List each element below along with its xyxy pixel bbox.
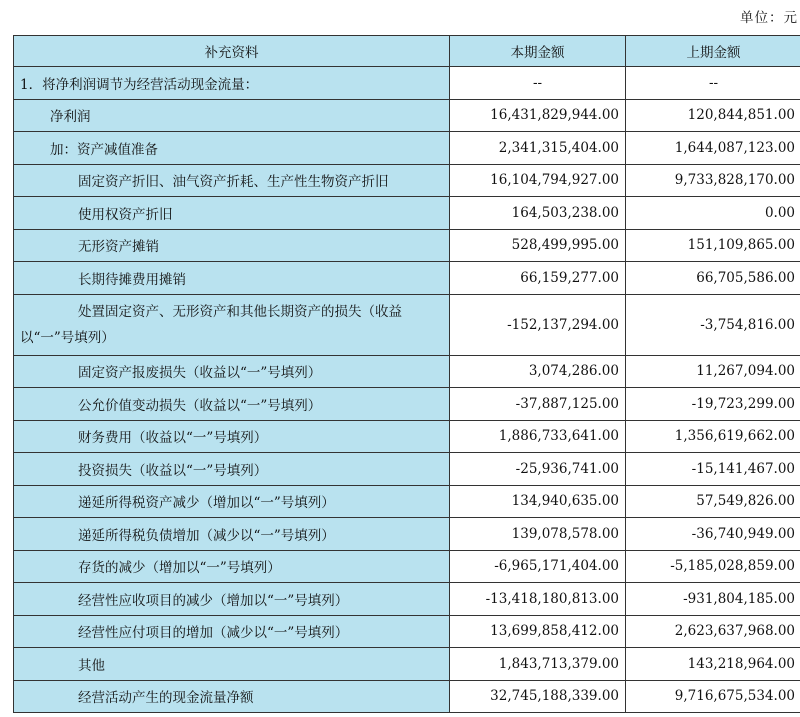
table-row: [14, 485, 800, 518]
prior-amount: -5,185,028,859.00: [626, 550, 800, 583]
row-label: 递延所得税资产减少（增加以“一”号填列）: [14, 485, 450, 518]
prior-amount: 120,844,851.00: [626, 99, 800, 132]
row-label: 投资损失（收益以“一”号填列）: [14, 453, 450, 486]
table-row: [14, 229, 800, 262]
prior-amount: 1,356,619,662.00: [626, 420, 800, 453]
row-label: 公允价值变动损失（收益以“一”号填列）: [14, 388, 450, 421]
row-label: 处置固定资产、无形资产和其他长期资产的损失（收益以“一”号填列）: [14, 294, 450, 355]
prior-amount: 143,218,964.00: [626, 648, 800, 681]
current-amount: 2,341,315,404.00: [450, 132, 626, 165]
prior-amount: -931,804,185.00: [626, 583, 800, 616]
row-label: 经营性应付项目的增加（减少以“一”号填列）: [14, 615, 450, 648]
prior-amount: 57,549,826.00: [626, 485, 800, 518]
current-amount: 16,104,794,927.00: [450, 164, 626, 197]
current-amount: 134,940,635.00: [450, 485, 626, 518]
table-row: [14, 518, 800, 551]
table-row: [14, 550, 800, 583]
current-amount: 3,074,286.00: [450, 355, 626, 388]
table-row: [14, 132, 800, 165]
table-row: [14, 164, 800, 197]
table-row: [14, 453, 800, 486]
table-row: [14, 197, 800, 230]
table-row: [14, 262, 800, 295]
table-row: [14, 99, 800, 132]
table-header-row: [14, 36, 800, 67]
header-prior-period: 上期金额: [626, 36, 800, 67]
prior-amount: 66,705,586.00: [626, 262, 800, 295]
current-amount: 139,078,578.00: [450, 518, 626, 551]
prior-amount: 9,716,675,534.00: [626, 680, 800, 713]
table-row: [14, 680, 800, 713]
cash-flow-supplement-table: [13, 35, 800, 713]
table-row: [14, 355, 800, 388]
table-row: [14, 615, 800, 648]
row-label: 固定资产报废损失（收益以“一”号填列）: [14, 355, 450, 388]
row-label: 固定资产折旧、油气资产折耗、生产性生物资产折旧: [14, 164, 450, 197]
prior-amount: 2,623,637,968.00: [626, 615, 800, 648]
header-current-period: 本期金额: [450, 36, 626, 67]
row-label: 无形资产摊销: [14, 229, 450, 262]
table-row: [14, 420, 800, 453]
current-amount: --: [450, 67, 626, 100]
current-amount: 164,503,238.00: [450, 197, 626, 230]
prior-amount: 151,109,865.00: [626, 229, 800, 262]
current-amount: -152,137,294.00: [450, 294, 626, 355]
row-label: 净利润: [14, 99, 450, 132]
row-label: 经营性应收项目的减少（增加以“一”号填列）: [14, 583, 450, 616]
current-amount: 16,431,829,944.00: [450, 99, 626, 132]
row-label: 财务费用（收益以“一”号填列）: [14, 420, 450, 453]
prior-amount: --: [626, 67, 800, 100]
current-amount: 13,699,858,412.00: [450, 615, 626, 648]
prior-amount: -19,723,299.00: [626, 388, 800, 421]
table-row: [14, 67, 800, 100]
prior-amount: 9,733,828,170.00: [626, 164, 800, 197]
row-label: 存货的减少（增加以“一”号填列）: [14, 550, 450, 583]
table-row: [14, 388, 800, 421]
prior-amount: 11,267,094.00: [626, 355, 800, 388]
row-label: 1．将净利润调节为经营活动现金流量：: [14, 67, 450, 100]
current-amount: -25,936,741.00: [450, 453, 626, 486]
row-label: 加：资产减值准备: [14, 132, 450, 165]
prior-amount: -15,141,467.00: [626, 453, 800, 486]
current-amount: 1,843,713,379.00: [450, 648, 626, 681]
header-supplementary-info: 补充资料: [14, 36, 450, 67]
unit-label: 单位：元: [740, 10, 798, 26]
current-amount: 1,886,733,641.00: [450, 420, 626, 453]
prior-amount: -3,754,816.00: [626, 294, 800, 355]
row-label: 递延所得税负债增加（减少以“一”号填列）: [14, 518, 450, 551]
row-label: 其他: [14, 648, 450, 681]
current-amount: 32,745,188,339.00: [450, 680, 626, 713]
prior-amount: 1,644,087,123.00: [626, 132, 800, 165]
prior-amount: 0.00: [626, 197, 800, 230]
table-row: [14, 294, 800, 355]
current-amount: 66,159,277.00: [450, 262, 626, 295]
current-amount: -37,887,125.00: [450, 388, 626, 421]
prior-amount: -36,740,949.00: [626, 518, 800, 551]
row-label: 使用权资产折旧: [14, 197, 450, 230]
row-label: 长期待摊费用摊销: [14, 262, 450, 295]
current-amount: -13,418,180,813.00: [450, 583, 626, 616]
row-label: 经营活动产生的现金流量净额: [14, 680, 450, 713]
table-row: [14, 648, 800, 681]
current-amount: -6,965,171,404.00: [450, 550, 626, 583]
current-amount: 528,499,995.00: [450, 229, 626, 262]
table-row: [14, 583, 800, 616]
